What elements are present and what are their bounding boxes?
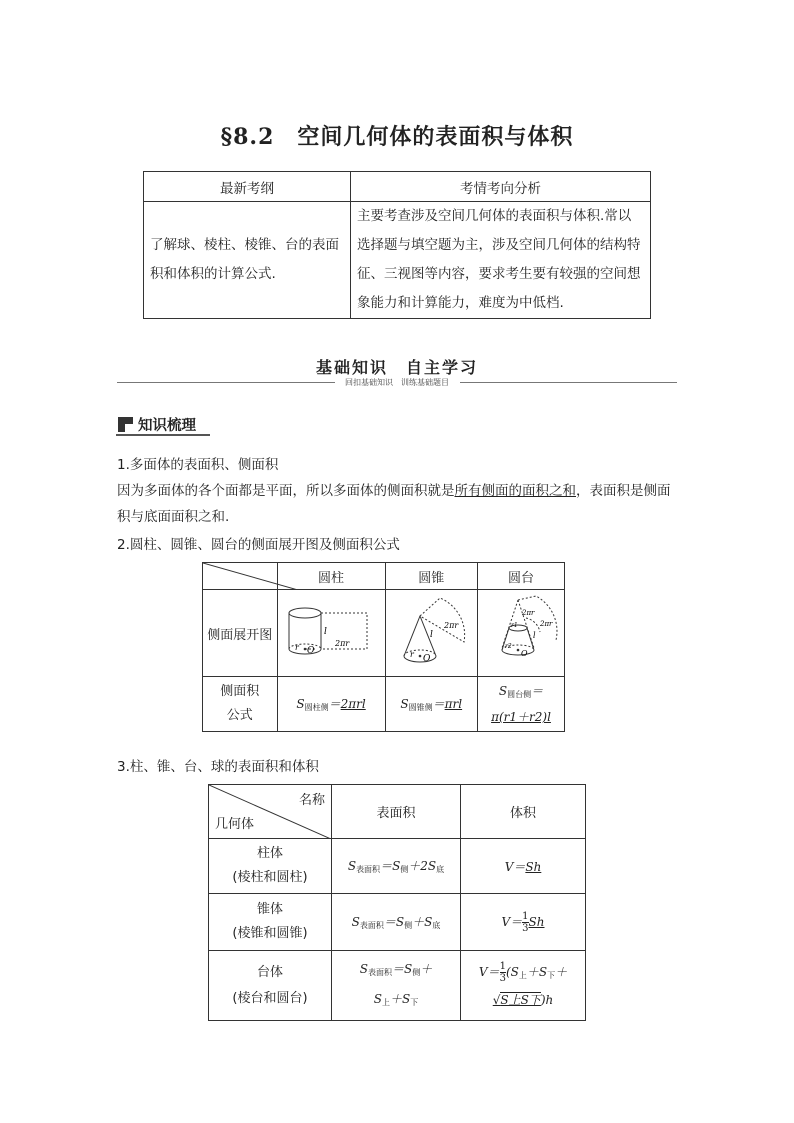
s1-sub-base: 底 <box>436 865 445 874</box>
s2-sub-side: 侧 <box>404 921 413 930</box>
row-pyramid-name: 锥体 <box>256 902 283 917</box>
item1-text-underlined: 所有侧面的面积之和 <box>454 483 576 499</box>
frus-o-label: O <box>521 649 528 658</box>
frac-den: 3 <box>522 922 529 934</box>
item1-paragraph <box>117 478 682 530</box>
row-frustum <box>209 951 332 1021</box>
volume-frustum: V＝ $\frac{1}{3}$ ($S_上+S_下+$ √S上S下)h <box>461 951 586 1021</box>
knowledge-square-inner <box>125 424 133 432</box>
formula-cylinder: $S_{圆柱侧}=2\pi rl$ <box>277 677 385 732</box>
cone-o-label: O <box>423 654 431 664</box>
knowledge-underline <box>116 434 210 436</box>
col-cone: 圆锥 <box>385 563 477 590</box>
item1-text-a: 因为多面体的各个面都是平面，所以多面体的侧面积就是 <box>117 483 455 499</box>
page-title: §8.2 空间几何体的表面积与体积 <box>220 124 574 150</box>
frus-2pir-bottom-label: 2πr <box>540 620 553 628</box>
row-formula-label-b: 公式 <box>226 708 253 723</box>
unfold-corner-cell <box>203 563 278 590</box>
frac-den-2: 3 <box>499 972 506 984</box>
item1-heading: 1.多面体的表面积、侧面积 <box>117 457 279 473</box>
col-volume: 体积 <box>461 785 586 839</box>
f-cyl-answer: 2πrl <box>340 697 366 711</box>
s3-sub-top: 上 <box>382 997 390 1007</box>
surface-prism: $S_{表面积}=S_侧+2S_底$ <box>332 839 461 894</box>
surface-frustum: $S_{表面积}=S_侧+$ $S_上+S_下$ <box>332 951 461 1021</box>
s2-sub-base: 底 <box>432 921 441 930</box>
volume-table <box>208 784 586 1021</box>
cyl-l-label: l <box>324 627 327 637</box>
s3-sub-bottom: 下 <box>410 997 419 1007</box>
frac-num: 1 <box>522 910 529 922</box>
volume-pyramid: V＝ $\frac{1}{3}$ Sh <box>461 894 586 951</box>
formula-cone: $S_{圆锥侧}=\pi rl$ <box>385 677 477 732</box>
row-unfold-label: 侧面展开图 <box>203 590 278 677</box>
frus-r1-label: r1 <box>511 622 518 629</box>
cone-2pir-label: 2πr <box>444 621 459 630</box>
f-frus-sub: 圆台侧 <box>507 690 532 699</box>
syllabus-table <box>143 171 651 319</box>
f-frus-answer: π(r1＋r2)l <box>491 710 551 724</box>
corner-top-label: 名称 <box>298 793 325 808</box>
v2-answer: Sh <box>528 914 545 929</box>
frac-num-2: 1 <box>499 960 506 972</box>
row-prism <box>209 839 332 894</box>
frustum-unfold-figure <box>478 590 564 672</box>
row-frustum-sub: (棱台和圆台) <box>232 990 308 1006</box>
s3-sub-surface: 表面积 <box>367 967 392 977</box>
row-pyramid <box>209 894 332 951</box>
col-surface: 表面积 <box>332 785 461 839</box>
frus-2pir-top-label: 2πr <box>522 609 535 617</box>
frustum-figure-cell <box>478 590 565 677</box>
cone-unfold-figure <box>386 590 476 672</box>
s1-sub-surface: 表面积 <box>356 865 381 874</box>
volume-prism: V＝Sh <box>461 839 586 894</box>
cyl-o-label: O <box>307 646 315 656</box>
col-frustum: 圆台 <box>478 563 565 590</box>
s2-sub-surface: 表面积 <box>359 921 384 930</box>
diagonal-line <box>203 563 298 590</box>
cyl-2pir-label: 2πr <box>335 639 350 648</box>
cone-figure-cell <box>385 590 477 677</box>
formula-frustum: $S_{圆台侧}=$ π(r1＋r2)l <box>478 677 565 732</box>
section-subtitle: 回扣基础知识 训练基础题目 <box>345 378 449 387</box>
col-cylinder: 圆柱 <box>277 563 385 590</box>
row-formula-label-a: 侧面积 <box>220 684 260 699</box>
row-formula-label <box>203 677 278 732</box>
syllabus-right: 主要考查涉及空间几何体的表面积与体积.常以选择题与填空题为主，涉及空间几何体的结构特征、三视图等内容，要求考生要有较强的空间想象能力和计算能力，难度为中低档. <box>351 202 651 319</box>
v1-answer: Sh <box>525 859 542 874</box>
frus-l-label: l <box>533 631 536 640</box>
cone-l-label: l <box>430 630 434 640</box>
row-pyramid-sub: (棱锥和圆锥) <box>232 926 308 941</box>
cyl-r-label: r <box>295 643 299 652</box>
f-cyl-sub: 圆柱侧 <box>304 703 329 712</box>
header-analysis: 考情考向分析 <box>351 172 651 202</box>
surface-pyramid: $S_{表面积}=S_侧+S_底$ <box>332 894 461 951</box>
volume-corner-cell <box>209 785 332 839</box>
header-syllabus: 最新考纲 <box>144 172 351 202</box>
cone-r-label: r <box>410 650 415 659</box>
row-frustum-name: 台体 <box>256 964 283 980</box>
item3-heading: 3.柱、锥、台、球的表面积和体积 <box>117 759 319 775</box>
corner-bottom-label: 几何体 <box>215 817 255 832</box>
item2-heading: 2.圆柱、圆锥、圆台的侧面展开图及侧面积公式 <box>117 537 400 553</box>
cylinder-figure-cell <box>277 590 385 677</box>
cylinder-unfold-figure <box>279 591 383 671</box>
v3-sub-bottom: 下 <box>547 970 556 980</box>
s1-sub-side: 侧 <box>400 865 409 874</box>
fraction-one-third-2 <box>500 961 506 984</box>
frus-r2-label: r2 <box>505 643 512 650</box>
syllabus-left: 了解球、棱柱、棱锥、台的表面积和体积的计算公式. <box>144 202 351 319</box>
f-cone-sub: 圆锥侧 <box>408 703 433 712</box>
v3-sub-top: 上 <box>518 970 527 980</box>
item1-text-b: ，表面积是侧面积与底面面积之和. <box>117 483 671 525</box>
sqrt-expression: S上S下 <box>500 992 541 1007</box>
section-title: 基础知识 自主学习 <box>315 358 478 377</box>
f-cone-answer: πrl <box>444 697 463 711</box>
row-prism-name: 柱体 <box>256 846 283 861</box>
row-prism-sub: (棱柱和圆柱) <box>232 870 308 885</box>
knowledge-label: 知识梳理 <box>138 418 196 434</box>
unfold-table <box>202 562 565 732</box>
s3-sub-side: 侧 <box>412 967 421 977</box>
